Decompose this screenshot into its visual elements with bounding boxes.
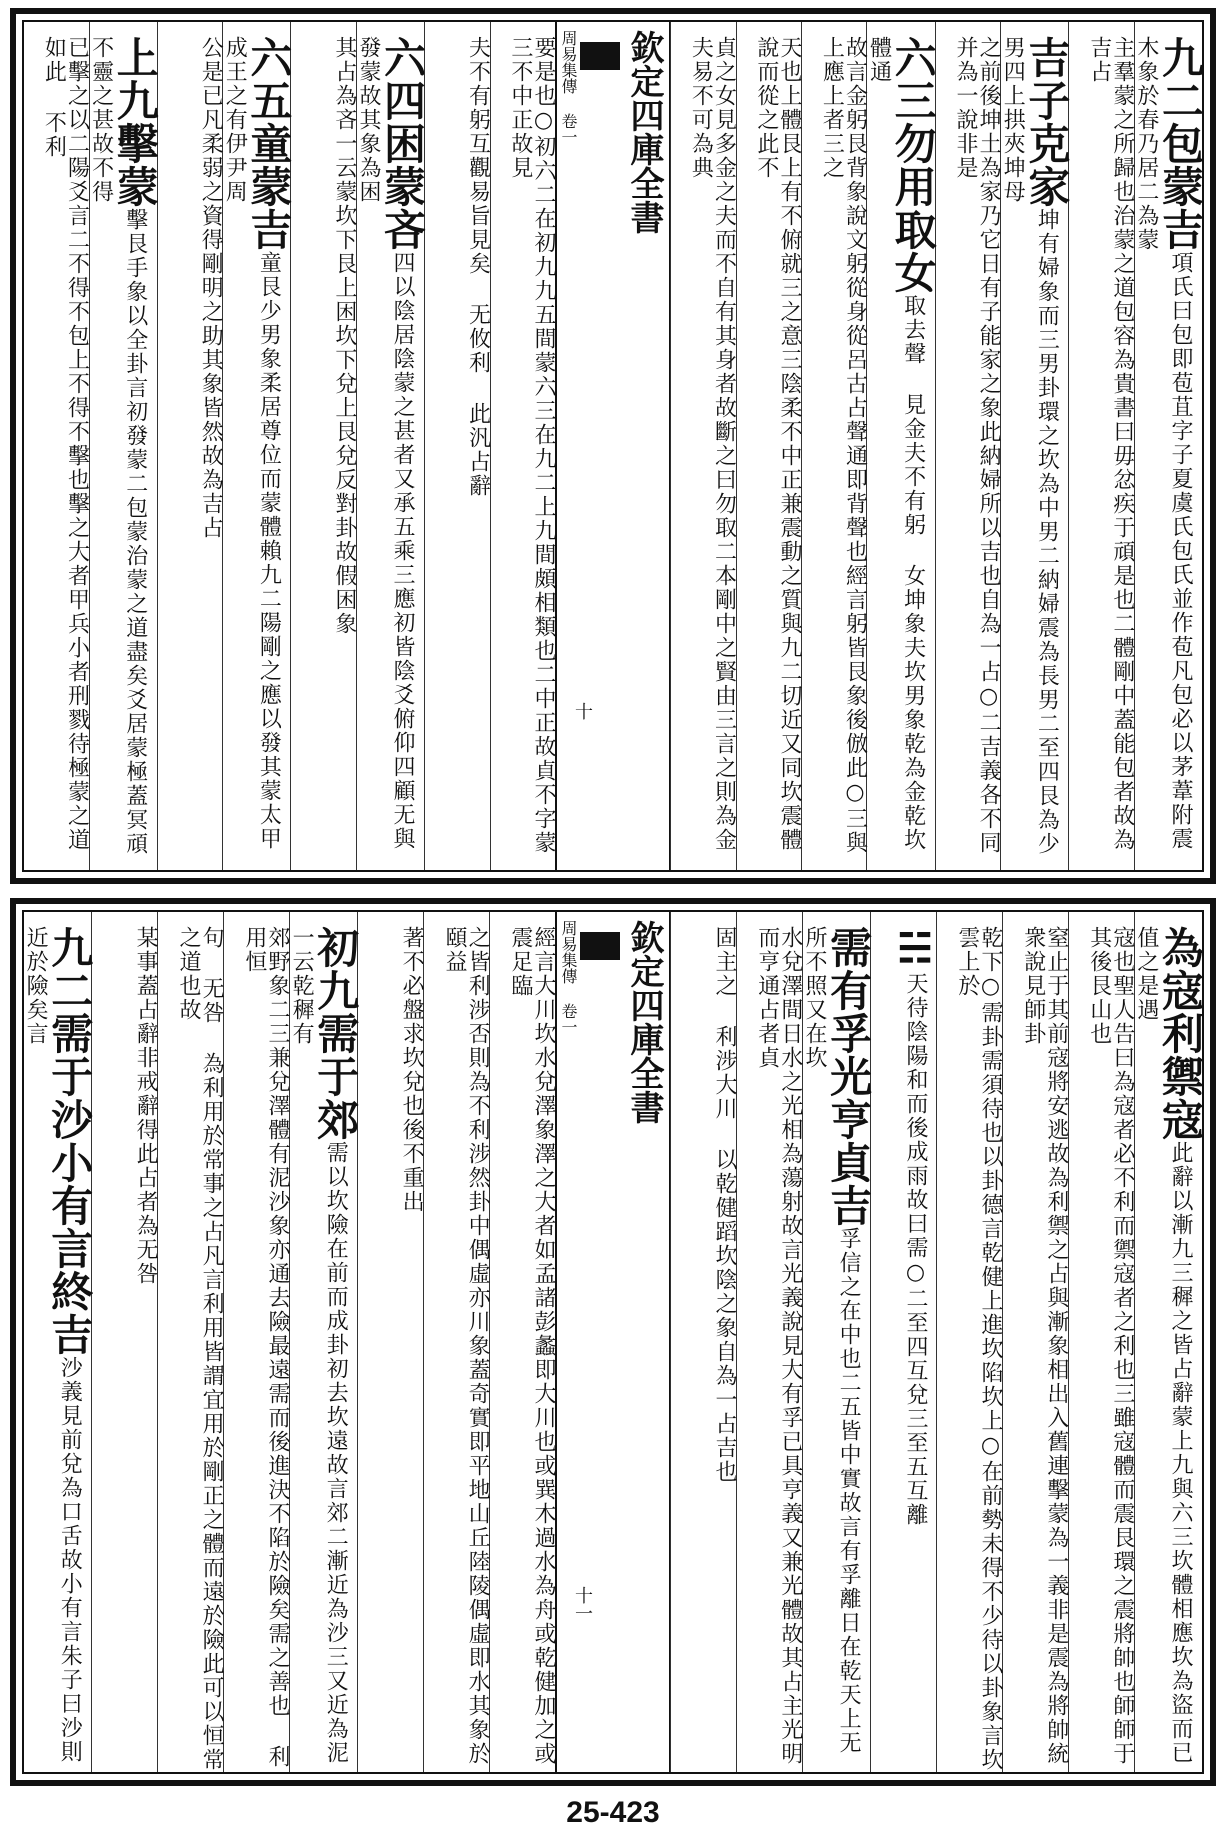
bottom-columns [22, 910, 1204, 1774]
line-statement: 吉子克家 [1022, 36, 1072, 208]
text-column [222, 22, 294, 870]
fish-tail-mark [580, 42, 620, 70]
text-column [935, 22, 1000, 870]
text-column [289, 912, 361, 1772]
commentary-text: 已擊之以二陽爻言二不得不包上不得不擊也擊之大者甲兵小者刑戮待極蒙之道如此 不利 [41, 36, 90, 852]
text-column [490, 22, 555, 870]
text-column [866, 22, 938, 870]
line-statement: 九二需于沙小有言終吉 [45, 926, 95, 1356]
bottom-page [10, 898, 1216, 1786]
center-title-strip [555, 22, 670, 870]
commentary-text: 四以陰居陰蒙之甚者又承五乘三應初皆陰爻俯仰四顧无與發蒙故其象為困 [355, 36, 416, 851]
text-column [1133, 22, 1205, 870]
text-column [290, 22, 355, 870]
page-number: 25-423 [566, 1796, 660, 1829]
text-column [223, 912, 289, 1772]
commentary-text: 要是也○初六二在初九九五間蒙六三在九二上九間頗相類也二中正故貞不字蒙三不中正故見 [507, 36, 557, 855]
volume-label: 周易集傳 卷一 [559, 30, 579, 145]
top-page [10, 8, 1216, 884]
text-column [157, 912, 223, 1772]
line-statement: 初九需于郊 [311, 926, 361, 1141]
text-column [88, 22, 160, 870]
commentary-text: 窒止于其前寇將安逃故為利禦之占與漸象相出入舊連擊蒙為一義非是震為將帥統衆說見師卦 [1020, 926, 1069, 1766]
text-column [424, 22, 489, 870]
text-column [870, 912, 939, 1772]
commentary-text: 之皆利涉否則為不利涉然卦中偶虛亦川象蓋奇實即平地山丘陸陵偶虛即水其象於頤益 [441, 926, 491, 1766]
commentary-text: 故言金躬艮背象說文躬從身從呂古占聲通即背聲也經言躬皆艮象後倣此○三與上應上者三之 [819, 36, 868, 855]
fish-tail-mark [580, 932, 620, 960]
commentary-text: 貞之女見多金之夫而不自有其身者故斷之曰勿取二本剛中之賢由三言之則為金夫易不可為典 [688, 36, 737, 852]
text-column [1133, 912, 1205, 1772]
line-statement: 六四困蒙吝 [378, 36, 428, 251]
commentary-text: 固主之 利涉大川 以乾健蹈坎陰之象自為一占吉也 [711, 926, 737, 1484]
hexagram-symbol: ☵ [892, 926, 939, 972]
text-column [91, 912, 157, 1772]
line-statement: 上九擊蒙 [110, 36, 160, 208]
book-title: 欽定四庫全書 [624, 920, 664, 1124]
commentary-text: 擊艮手象以全卦言初發蒙二包蒙治蒙之道盡矣爻居蒙極蓋冥頑不靈之甚故不得 [88, 36, 148, 856]
commentary-text: 童艮少男象柔居尊位而蒙體賴九二陽剛之應以發其蒙太甲成王之有伊尹周 [222, 36, 282, 851]
line-statement: 需有孚光亨貞吉 [824, 926, 874, 1227]
text-column [157, 22, 222, 870]
text-column [670, 912, 736, 1772]
text-column [736, 912, 802, 1772]
center-title-strip [555, 912, 670, 1772]
text-column [801, 22, 866, 870]
commentary-text: 公是已凡柔弱之資得剛明之助其象皆然故為吉占 [198, 36, 224, 540]
leaf-number: 十一 [572, 1586, 593, 1622]
commentary-text: 此辭以漸九三穉之皆占辭蒙上九與六三坎體相應坎為盜而已值之是遇 [1133, 926, 1193, 1765]
text-column [936, 912, 1002, 1772]
line-statement: 為寇利禦寇 [1156, 926, 1205, 1141]
commentary-text: 夫不有躬互觀易旨見矣 无攸利 此汎占辭 [465, 36, 491, 498]
commentary-text: 水兌澤間日水之光相為蕩射故言光義說見大有孚已具亨義又兼光體故其占主光明而亨通占者貞 [754, 926, 803, 1766]
text-column [670, 22, 735, 870]
text-column [489, 912, 555, 1772]
text-column [423, 912, 489, 1772]
commentary-text: 郊野象二三兼兌澤體有泥沙象亦通去險最遠需而後進決不陷於險矣需之善也 利用恒 [241, 926, 290, 1769]
commentary-text: 坤有婦象而三男卦環之坎為中男二納婦震為長男二至四艮為少男四上拱夾坤母 [1000, 36, 1060, 856]
commentary-text: 需以坎險在前而成卦初去坎遠故言郊二漸近為沙三又近為泥一云乾穉有 [289, 926, 349, 1765]
commentary-text: 之前後坤土為家乃它日有子能家之象此納婦所以吉也自為一占○二吉義各不同并為一說非是 [953, 36, 1002, 855]
commentary-text: 取去聲 見金夫不有躬 女坤象夫坎男象乾為金乾坎體通 [866, 36, 926, 852]
text-column [1068, 22, 1133, 870]
text-column [355, 22, 428, 870]
commentary-text: 天待陰陽和而後成雨故曰需○二至四互兌三至五互離 [903, 972, 928, 1527]
text-column [801, 912, 874, 1772]
line-statement: 九二包蒙吉 [1156, 36, 1205, 251]
commentary-text: 句 无咎 為利用於常事之占凡言利用皆謂宜用於剛正之體而遠於險此可以恒常之道也故 [175, 926, 225, 1772]
leaf-number: 十 [572, 702, 594, 720]
commentary-text: 其占為吝一云蒙坎下艮上困坎下兌上艮兌反對卦故假困象 [331, 36, 357, 636]
text-column [357, 912, 423, 1772]
text-column [736, 22, 801, 870]
text-column [1002, 912, 1068, 1772]
commentary-text: 項氏曰包即苞苴字子夏虞氏包氏並作苞凡包必以茅葦附震木象於春乃居二為蒙 [1133, 36, 1193, 851]
commentary-text: 經言大川坎水兌澤象澤之大者如孟諸彭蠡即大川也或巽木過水為舟或乾健加之或震足臨 [507, 926, 556, 1766]
commentary-text: 主羣蒙之所歸也治蒙之道包容為貴書曰毋忿疾于頑是也二體剛中蓋能包者故為吉占 [1086, 36, 1135, 852]
volume-label: 周易集傳 卷一 [559, 920, 578, 1035]
text-column [23, 912, 95, 1772]
text-column [24, 22, 88, 870]
commentary-text: 沙義見前兌為口舌故小有言朱子曰沙則近於險矣言 [23, 926, 83, 1764]
commentary-text: 乾下○需卦需須待也以卦德言乾健上進坎陷坎上○在前勢未得不少待以卦象言坎雲上於 [954, 926, 1003, 1772]
line-statement: 六三勿用取女 [888, 36, 938, 294]
commentary-text: 某事蓋占辭非戒辭得此占者為无咎 [133, 926, 159, 1286]
commentary-text: 著不必盤求坎兌也後不重出 [399, 926, 425, 1214]
text-column [1068, 912, 1134, 1772]
top-columns [22, 20, 1204, 872]
book-title: 欽定四庫全書 [624, 30, 665, 234]
commentary-text: 孚信之在中也二五皆中實故言有孚離日在乾天上无所不照又在坎 [801, 926, 862, 1755]
text-column [1000, 22, 1072, 870]
line-statement: 六五童蒙吉 [244, 36, 294, 251]
commentary-text: 天也上體艮上有不俯就三之意三陰柔不中正兼震動之質與九二切近又同坎震體說而從之此不 [753, 36, 802, 852]
commentary-text: 寇也聖人告曰為寇者必不利而禦寇者之利也三雖寇體而震艮環之震將帥也師師于其後艮山也 [1086, 926, 1135, 1766]
